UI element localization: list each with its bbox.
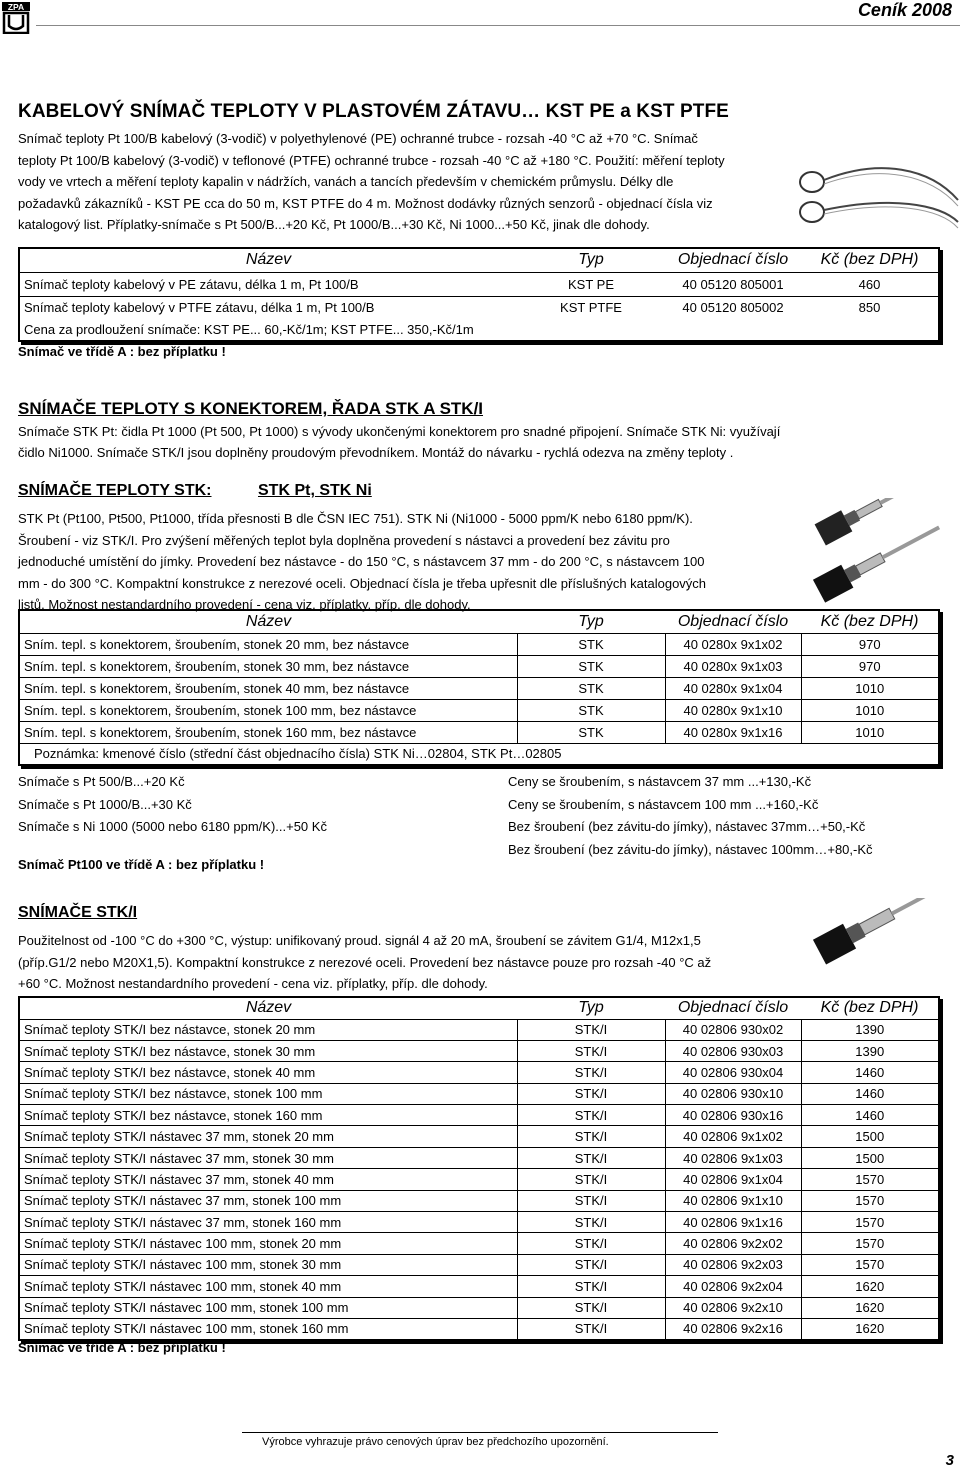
cell-type: STK/I bbox=[517, 1190, 665, 1211]
cell-price: 460 bbox=[801, 272, 939, 296]
cell-price: 1390 bbox=[801, 1019, 939, 1040]
cell-type: STK/I bbox=[517, 1019, 665, 1040]
cell-name: Sním. tepl. s konektorem, šroubením, stonek 100 mm, bez nástavce bbox=[19, 699, 517, 721]
section-stki-description bbox=[18, 930, 711, 995]
cell-name: Snímač teploty STK/I nástavec 100 mm, stonek 20 mm bbox=[19, 1233, 517, 1254]
cell-name: Snímač teploty STK/I nástavec 37 mm, stonek 40 mm bbox=[19, 1169, 517, 1190]
table-row bbox=[19, 1212, 939, 1233]
cell-type: STK/I bbox=[517, 1169, 665, 1190]
table-row bbox=[19, 1105, 939, 1126]
column-header-name: Název bbox=[19, 248, 517, 272]
cell-name: Sním. tepl. s konektorem, šroubením, stonek 40 mm, bez nástavce bbox=[19, 677, 517, 699]
page-number: 3 bbox=[945, 1452, 954, 1469]
cell-order-number: 40 0280x 9x1x10 bbox=[665, 699, 801, 721]
cell-name: Sním. tepl. s konektorem, šroubením, stonek 20 mm, bez nástavce bbox=[19, 633, 517, 655]
class-a-note: Snímač ve třídě A : bez příplatku ! bbox=[18, 344, 226, 359]
section-stk-variants-heading: STK Pt, STK Ni bbox=[258, 482, 372, 499]
cell-order-number: 40 02806 930x04 bbox=[665, 1062, 801, 1083]
paragraph-line: +60 °C. Možnost nestandardního provedení - cena viz. příplatky, příp. dle dohody. bbox=[18, 976, 488, 991]
connector-sensor-photo bbox=[806, 498, 960, 616]
table-row bbox=[19, 1062, 939, 1083]
cell-name: Snímač teploty STK/I nástavec 37 mm, stonek 160 mm bbox=[19, 1212, 517, 1233]
column-header-price: Kč (bez DPH) bbox=[801, 997, 939, 1019]
cell-order-number: 40 05120 805002 bbox=[682, 300, 784, 316]
cell-price: 1620 bbox=[855, 1321, 885, 1337]
cell-name: Snímač teploty kabelový v PE zátavu, délka 1 m, Pt 100/B bbox=[19, 272, 517, 296]
surcharge-item: Snímače s Pt 1000/B...+30 Kč bbox=[18, 796, 192, 812]
table-row bbox=[19, 721, 939, 743]
table-row bbox=[19, 1297, 939, 1318]
table-row bbox=[19, 1318, 939, 1339]
section-stk-description bbox=[18, 422, 780, 463]
cell-type: STK bbox=[517, 677, 665, 699]
cell-order-number: 40 0280x 9x1x03 bbox=[665, 655, 801, 677]
paragraph-line: STK Pt (Pt100, Pt500, Pt1000, třída přesnosti B dle ČSN IEC 751). STK Ni (Ni1000 - 5000 ppm/K nebo 6180 ppm/K). bbox=[18, 511, 693, 526]
cell-order-number: 40 02806 930x10 bbox=[665, 1083, 801, 1104]
cell-order-number: 40 02806 9x2x02 bbox=[665, 1233, 801, 1254]
cell-name: Snímač teploty kabelový v PTFE zátavu, délka 1 m, Pt 100/B bbox=[24, 300, 375, 316]
column-header-name: Název bbox=[19, 997, 517, 1019]
paragraph-line: (příp.G1/2 nebo M20X1,5). Kompaktní konstrukce z nerezové oceli. Provedení bez nástavce pouze pro rozsah -40 °C až bbox=[18, 954, 712, 970]
stk-surcharges-right bbox=[508, 771, 873, 861]
table-row bbox=[19, 1083, 939, 1104]
footer-divider bbox=[242, 1432, 718, 1433]
column-header-order-number: Objednací číslo bbox=[665, 610, 801, 633]
cell-order-number: 40 02806 9x2x16 bbox=[665, 1318, 801, 1339]
table-row bbox=[19, 1040, 939, 1061]
cell-order-number: 40 02806 9x1x04 bbox=[665, 1169, 801, 1190]
cell-type: STK/I bbox=[517, 1276, 665, 1297]
table-row bbox=[19, 655, 939, 677]
cell-price: 1500 bbox=[801, 1147, 939, 1168]
cell-price: 1570 bbox=[801, 1169, 939, 1190]
table-row bbox=[19, 699, 939, 721]
cell-order-number: 40 05120 805001 bbox=[665, 272, 801, 296]
cell-price: 1620 bbox=[801, 1276, 939, 1297]
cell-order-number: 40 02806 930x03 bbox=[665, 1040, 801, 1061]
cell-price: 1460 bbox=[801, 1083, 939, 1104]
paragraph-line: teploty Pt 100/B kabelový (3-vodič) v teflonové (PTFE) ochranné trubce - rozsah -40 °C až +180 °C. Použití: měření teploty bbox=[18, 152, 725, 168]
cell-type: STK/I bbox=[517, 1126, 665, 1147]
paragraph-line: čidlo Ni1000. Snímače STK/I jsou doplněny proudovým převodníkem. Montáž do návarku - rychlá odezva na změny teploty . bbox=[18, 444, 734, 460]
stk-surcharges-left bbox=[18, 771, 327, 839]
footer-disclaimer: Výrobce vyhrazuje právo cenových úprav bez předchozího upozornění. bbox=[262, 1436, 609, 1448]
surcharge-item: Ceny se šroubením, s nástavcem 37 mm ...+130,-Kč bbox=[508, 774, 812, 789]
paragraph-line: Šroubení - viz STK/I. Pro zvýšení měřených teplot byla doplněna provedení s nástavci a provedení bez závitu pro bbox=[18, 532, 670, 548]
table-note: Poznámka: kmenové číslo (střední část objednacího čísla) STK Ni…02804, STK Pt…02805 bbox=[34, 746, 562, 762]
cell-name: Sním. tepl. s konektorem, šroubením, stonek 160 mm, bez nástavce bbox=[19, 721, 517, 743]
cell-price: 1570 bbox=[801, 1190, 939, 1211]
cell-price: 1010 bbox=[801, 721, 939, 743]
cell-type: STK/I bbox=[517, 1297, 665, 1318]
section-stk-heading: SNÍMAČE TEPLOTY S KONEKTOREM, ŘADA STK A STK/I bbox=[18, 399, 484, 418]
cell-order-number: 40 02806 9x1x02 bbox=[665, 1126, 801, 1147]
column-header-price: Kč (bez DPH) bbox=[801, 248, 939, 272]
cell-price: 1460 bbox=[801, 1105, 939, 1126]
cell-type: STK/I bbox=[517, 1105, 665, 1126]
surcharge-item: Bez šroubení (bez závitu-do jímky), nástavec 37mm…+50,-Kč bbox=[508, 819, 866, 834]
cell-type: STK/I bbox=[517, 1083, 665, 1104]
column-header-type: Typ bbox=[517, 610, 665, 633]
surcharge-item: Snímače s Ni 1000 (5000 nebo 6180 ppm/K)...+50 Kč bbox=[18, 819, 327, 834]
cell-type: STK/I bbox=[517, 1212, 665, 1233]
cell-order-number: 40 02806 9x2x03 bbox=[665, 1254, 801, 1275]
cell-name: Snímač teploty STK/I nástavec 100 mm, stonek 100 mm bbox=[19, 1297, 517, 1318]
cell-order-number: 40 0280x 9x1x16 bbox=[665, 721, 801, 743]
surcharge-item: Bez šroubení (bez závitu-do jímky), nástavec 100mm…+80,-Kč bbox=[508, 841, 873, 857]
class-a-note: Snímač ve třídě A : bez příplatku ! bbox=[18, 1340, 226, 1355]
cell-type: STK bbox=[517, 633, 665, 655]
surcharge-item: Ceny se šroubením, s nástavcem 100 mm ...+160,-Kč bbox=[508, 796, 819, 812]
table-note: Cena za prodloužení snímače: KST PE... 60,-Kč/1m; KST PTFE... 350,-Kč/1m bbox=[24, 322, 474, 337]
cell-type: STK/I bbox=[517, 1040, 665, 1061]
section-stk-sensors-heading: SNÍMAČE TEPLOTY STK: bbox=[18, 482, 212, 499]
document-title: Ceník 2008 bbox=[857, 0, 952, 20]
stki-table-body bbox=[19, 1019, 939, 1340]
cell-order-number: 40 02806 9x1x03 bbox=[665, 1147, 801, 1168]
cell-name: Snímač teploty STK/I bez nástavce, stonek 160 mm bbox=[19, 1105, 517, 1126]
section-stk-sensors-description bbox=[18, 508, 706, 616]
cell-type: KST PTFE bbox=[560, 300, 622, 316]
kst-price-table bbox=[18, 247, 940, 342]
table-note-row bbox=[19, 319, 939, 341]
cell-name: Sním. tepl. s konektorem, šroubením, stonek 30 mm, bez nástavce bbox=[19, 655, 517, 677]
svg-text:ZPA: ZPA bbox=[7, 2, 25, 12]
cell-order-number: 40 02806 9x2x10 bbox=[665, 1297, 801, 1318]
stki-price-table bbox=[18, 996, 940, 1341]
cell-order-number: 40 0280x 9x1x02 bbox=[665, 633, 801, 655]
table-row bbox=[19, 1276, 939, 1297]
cell-type: STK/I bbox=[517, 1233, 665, 1254]
cell-order-number: 40 02806 930x16 bbox=[665, 1105, 801, 1126]
table-row bbox=[19, 296, 939, 319]
cell-name: Snímač teploty STK/I nástavec 100 mm, stonek 160 mm bbox=[19, 1318, 517, 1339]
cell-order-number: 40 02806 9x1x10 bbox=[665, 1190, 801, 1211]
cell-type: STK bbox=[517, 699, 665, 721]
paragraph-line: vody ve vrtech a měření teploty kapalin v nádržích, vanách a tancích především v chemickém průmyslu. Délky dle bbox=[18, 174, 674, 189]
cell-name: Snímač teploty STK/I nástavec 37 mm, stonek 100 mm bbox=[19, 1190, 517, 1211]
cell-price: 1500 bbox=[801, 1126, 939, 1147]
paragraph-line: Použitelnost od -100 °C do +300 °C, výstup: unifikovaný proud. signál 4 až 20 mA, šroubení se závitem G1/4, M12x1,5 bbox=[18, 933, 701, 948]
table-row bbox=[19, 1126, 939, 1147]
paragraph-line: listů. Možnost nestandardního provedení - cena viz. příplatky, příp. dle dohody. bbox=[18, 597, 471, 612]
paragraph-line: mm - do 300 °C. Kompaktní konstrukce z nerezové oceli. Objednací čísla je třeba upřesnit dle příslušných katalogových bbox=[18, 575, 707, 591]
cell-name: Snímač teploty STK/I bez nástavce, stonek 100 mm bbox=[19, 1083, 517, 1104]
table-row bbox=[19, 1169, 939, 1190]
column-header-order-number: Objednací číslo bbox=[665, 248, 801, 272]
table-row bbox=[19, 1019, 939, 1040]
column-header-type: Typ bbox=[517, 997, 665, 1019]
transmitter-sensor-photo bbox=[806, 898, 960, 978]
cell-order-number: 40 0280x 9x1x04 bbox=[665, 677, 801, 699]
cell-order-number: 40 02806 9x1x16 bbox=[665, 1212, 801, 1233]
cell-type: STK bbox=[517, 655, 665, 677]
table-row bbox=[19, 272, 939, 296]
cell-order-number: 40 02806 9x2x04 bbox=[665, 1276, 801, 1297]
company-logo bbox=[2, 2, 30, 34]
cell-price: 1010 bbox=[801, 699, 939, 721]
cell-name: Snímač teploty STK/I nástavec 37 mm, stonek 30 mm bbox=[19, 1147, 517, 1168]
cell-type: STK/I bbox=[517, 1147, 665, 1168]
cell-name: Snímač teploty STK/I nástavec 37 mm, stonek 20 mm bbox=[19, 1126, 517, 1147]
cell-name: Snímač teploty STK/I bez nástavce, stonek 30 mm bbox=[19, 1040, 517, 1061]
table-row bbox=[19, 1254, 939, 1275]
cell-name: Snímač teploty STK/I bez nástavce, stonek 20 mm bbox=[19, 1019, 517, 1040]
paragraph-line: jednoduché umístění do jímky. Provedení bez nástavce - do 150 °C, s nástavcem 37 mm - do 200 °C, s nástavcem 100 bbox=[18, 554, 705, 569]
section-kst-heading: KABELOVÝ SNÍMAČ TEPLOTY V PLASTOVÉM ZÁTAVU… KST PE a KST PTFE bbox=[18, 101, 729, 122]
column-header-type: Typ bbox=[517, 248, 665, 272]
table-row bbox=[19, 633, 939, 655]
cell-order-number: 40 02806 930x02 bbox=[665, 1019, 801, 1040]
cell-type: STK/I bbox=[517, 1254, 665, 1275]
column-header-order-number: Objednací číslo bbox=[665, 997, 801, 1019]
table-header-row bbox=[19, 997, 939, 1019]
table-header-row bbox=[19, 248, 939, 272]
cell-type: KST PE bbox=[517, 272, 665, 296]
paragraph-line: Snímače STK Pt: čidla Pt 1000 (Pt 500, Pt 1000) s vývody ukončenými konektorem pro snadné připojení. Snímače STK Ni: využívají bbox=[18, 424, 781, 439]
surcharge-item: Snímače s Pt 500/B...+20 Kč bbox=[18, 774, 185, 789]
stk-price-table bbox=[18, 609, 940, 766]
cell-price: 1570 bbox=[801, 1254, 939, 1275]
cell-price: 1570 bbox=[801, 1233, 939, 1254]
table-row bbox=[19, 1190, 939, 1211]
cell-price: 1390 bbox=[801, 1040, 939, 1061]
column-header-price: Kč (bez DPH) bbox=[801, 610, 939, 633]
paragraph-line: Snímač teploty Pt 100/B kabelový (3-vodič) v polyethylenové (PE) ochranné trubce - rozsah -40 °C až +70 °C. Snímač bbox=[18, 131, 698, 146]
cell-type: STK/I bbox=[517, 1318, 665, 1339]
cell-price: 970 bbox=[801, 633, 939, 655]
class-a-note: Snímač Pt100 ve třídě A : bez příplatku ! bbox=[18, 857, 265, 872]
cell-price: 970 bbox=[801, 655, 939, 677]
cell-price: 1460 bbox=[801, 1062, 939, 1083]
table-header-row bbox=[19, 610, 939, 633]
cell-name: Snímač teploty STK/I nástavec 100 mm, stonek 40 mm bbox=[19, 1276, 517, 1297]
column-header-name: Název bbox=[19, 610, 517, 633]
paragraph-line: katalogový list. Příplatky-snímače s Pt 500/B...+20 Kč, Pt 1000/B...+30 Kč, Ni 1000...+50 Kč, jinak dle dohody. bbox=[18, 217, 650, 232]
cell-type: STK/I bbox=[517, 1062, 665, 1083]
cell-price: 1010 bbox=[801, 677, 939, 699]
section-stki-heading: SNÍMAČE STK/I bbox=[18, 904, 138, 921]
cell-name: Snímač teploty STK/I bez nástavce, stonek 40 mm bbox=[19, 1062, 517, 1083]
paragraph-line: požadavků zákazníků - KST PE cca do 50 m, KST PTFE do 4 m. Možnost dodávky různých senzorů - objednací čísla viz bbox=[18, 195, 713, 211]
section-kst-description bbox=[18, 128, 725, 236]
cell-price: 1620 bbox=[801, 1297, 939, 1318]
cell-price: 850 bbox=[858, 300, 881, 316]
table-note-row bbox=[19, 743, 939, 765]
cell-price: 1570 bbox=[801, 1212, 939, 1233]
cell-type: STK bbox=[517, 721, 665, 743]
header-divider bbox=[36, 25, 960, 26]
table-row bbox=[19, 677, 939, 699]
table-row bbox=[19, 1233, 939, 1254]
table-row bbox=[19, 1147, 939, 1168]
cell-name: Snímač teploty STK/I nástavec 100 mm, stonek 30 mm bbox=[19, 1254, 517, 1275]
